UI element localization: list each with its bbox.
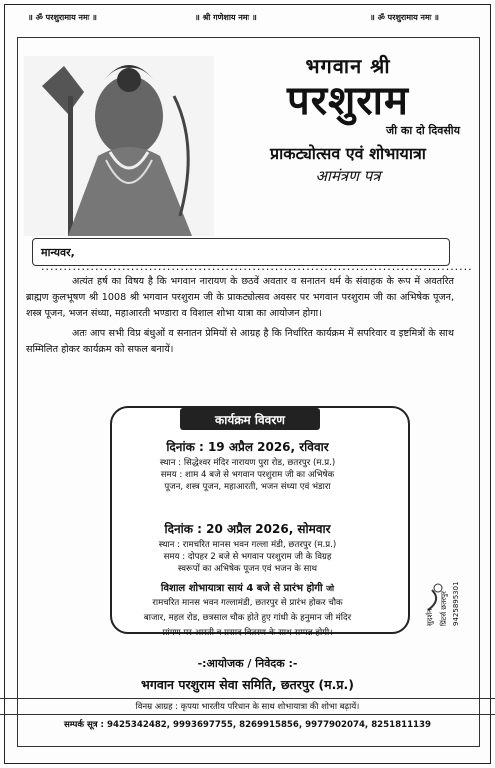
program-title: कार्यक्रम विवरण — [180, 408, 320, 430]
intro-paragraph-1: अत्यंत हर्ष का विषय है कि भगवान नारायण के छठवें अवतार व सनातन धर्म के संवाहक के रूप में अवतरित ब्राह्मण कुलभूषण श्री 1008 श्री भगवान परशुराम जी के प्राकट्योत्सव अवसर पर भगवान परशुराम जी का अभिषेक पूजन, शस्त्र पूजन, भजन संध्या, महाआरती भण्डारा व विशाल शोभा यात्रा का आयोजन होगा। — [26, 276, 454, 319]
procession-suffix: जो — [326, 584, 335, 593]
title-invitation-letter: आमंत्रण पत्र — [315, 167, 381, 185]
header-left-mantra: ॥ ॐ परशुरामाय नमः ॥ — [28, 13, 97, 22]
salutation-label: मान्यवर, — [41, 246, 75, 259]
organizer-name: भगवान परशुराम सेवा समिति, छतरपुर (म.प्र.) — [141, 677, 354, 692]
intro-paragraph-2: अतः आप सभी विप्र बंधुओं व सनातन प्रेमियों से आग्रह है कि निर्धारित कार्यक्रम में सपरिवार व इष्टमित्रों के साथ सम्मिलित होकर कार्यक्रम को सफल बनायें। — [26, 328, 454, 355]
header-center-mantra: ॥ श्री गणेशाय नमः ॥ — [195, 13, 257, 22]
day2-items: स्वरूपों का अभिषेक पूजन एवं भजन के साथ — [177, 564, 318, 574]
header-right-mantra: ॥ ॐ परशुरामाय नमः ॥ — [370, 13, 439, 22]
title-line-1: भगवान श्री — [305, 54, 391, 78]
title-parshuram: परशुराम — [287, 77, 409, 124]
printer-brand-mark — [420, 540, 480, 630]
salutation-box — [32, 238, 473, 273]
printer-sub: प्रिंटर्स छतरपुर — [440, 591, 448, 626]
procession-line-3: प्रांगण पर आरती व प्रसाद वितरण के साथ सम्पन्न होगी। — [162, 628, 333, 638]
attire-request: विनम्र आग्रह : कृपया भारतीय परिधान के साथ शोभायात्रा की शोभा बढ़ायें। — [135, 701, 360, 711]
footer-divider-2 — [0, 714, 495, 715]
day2-venue: स्थान : रामचरित मानस भवन गल्ला मंडी, छतरपुर (म.प्र.) — [158, 540, 337, 550]
contact-numbers: सम्पर्क सूत्र : 9425342482, 9993697755, 8269915856, 9977902074, 8251811139 — [63, 720, 431, 730]
title-event-name: प्राकट्योत्सव एवं शोभायात्रा — [270, 144, 426, 163]
procession-line-2: बाजार, महल रोड, छत्रसाल चौक होते हुए गांधी के हनुमान जी मंदिर — [143, 613, 352, 623]
procession-line-1: रामचरित मानस भवन गल्लामंडी, छतरपुर से प्रारंभ होकर चौक — [152, 598, 343, 608]
organizer-label: -:आयोजक / निवेदक :- — [197, 657, 298, 670]
procession-heading: विशाल शोभायात्रा सायं 4 बजे से प्रारंभ होगी — [160, 583, 323, 594]
intro-text — [26, 274, 454, 362]
day2-time: समय : दोपहर 2 बजे से भगवान परशुराम जी के विग्रह — [163, 552, 332, 562]
day1-time: समय : शाम 4 बजे से भगवान परशुराम जी का अभिषेक — [160, 470, 335, 480]
day1-venue: स्थान : सिद्धेश्वर मंदिर नारायण पुरा रोड, छतरपुर (म.प्र.) — [159, 458, 336, 468]
printer-phone: 9425895301 — [452, 581, 460, 626]
printer-name: सुदर्शन — [426, 608, 434, 626]
footer-divider-1 — [0, 698, 495, 699]
day2-date: दिनांक : 20 अप्रैल 2026, सोमवार — [164, 522, 331, 536]
day1-date: दिनांक : 19 अप्रैल 2026, रविवार — [166, 440, 329, 454]
day1-items: पूजन, शस्त्र पूजन, महाआरती, भजन संध्या एवं भंडारा — [164, 482, 331, 492]
salutation-dots: ................................................................................................ — [41, 260, 473, 273]
parshuram-portrait-illustration — [24, 56, 214, 236]
title-block — [218, 52, 478, 186]
title-line-3: जी का दो दिवसीय — [386, 124, 460, 137]
